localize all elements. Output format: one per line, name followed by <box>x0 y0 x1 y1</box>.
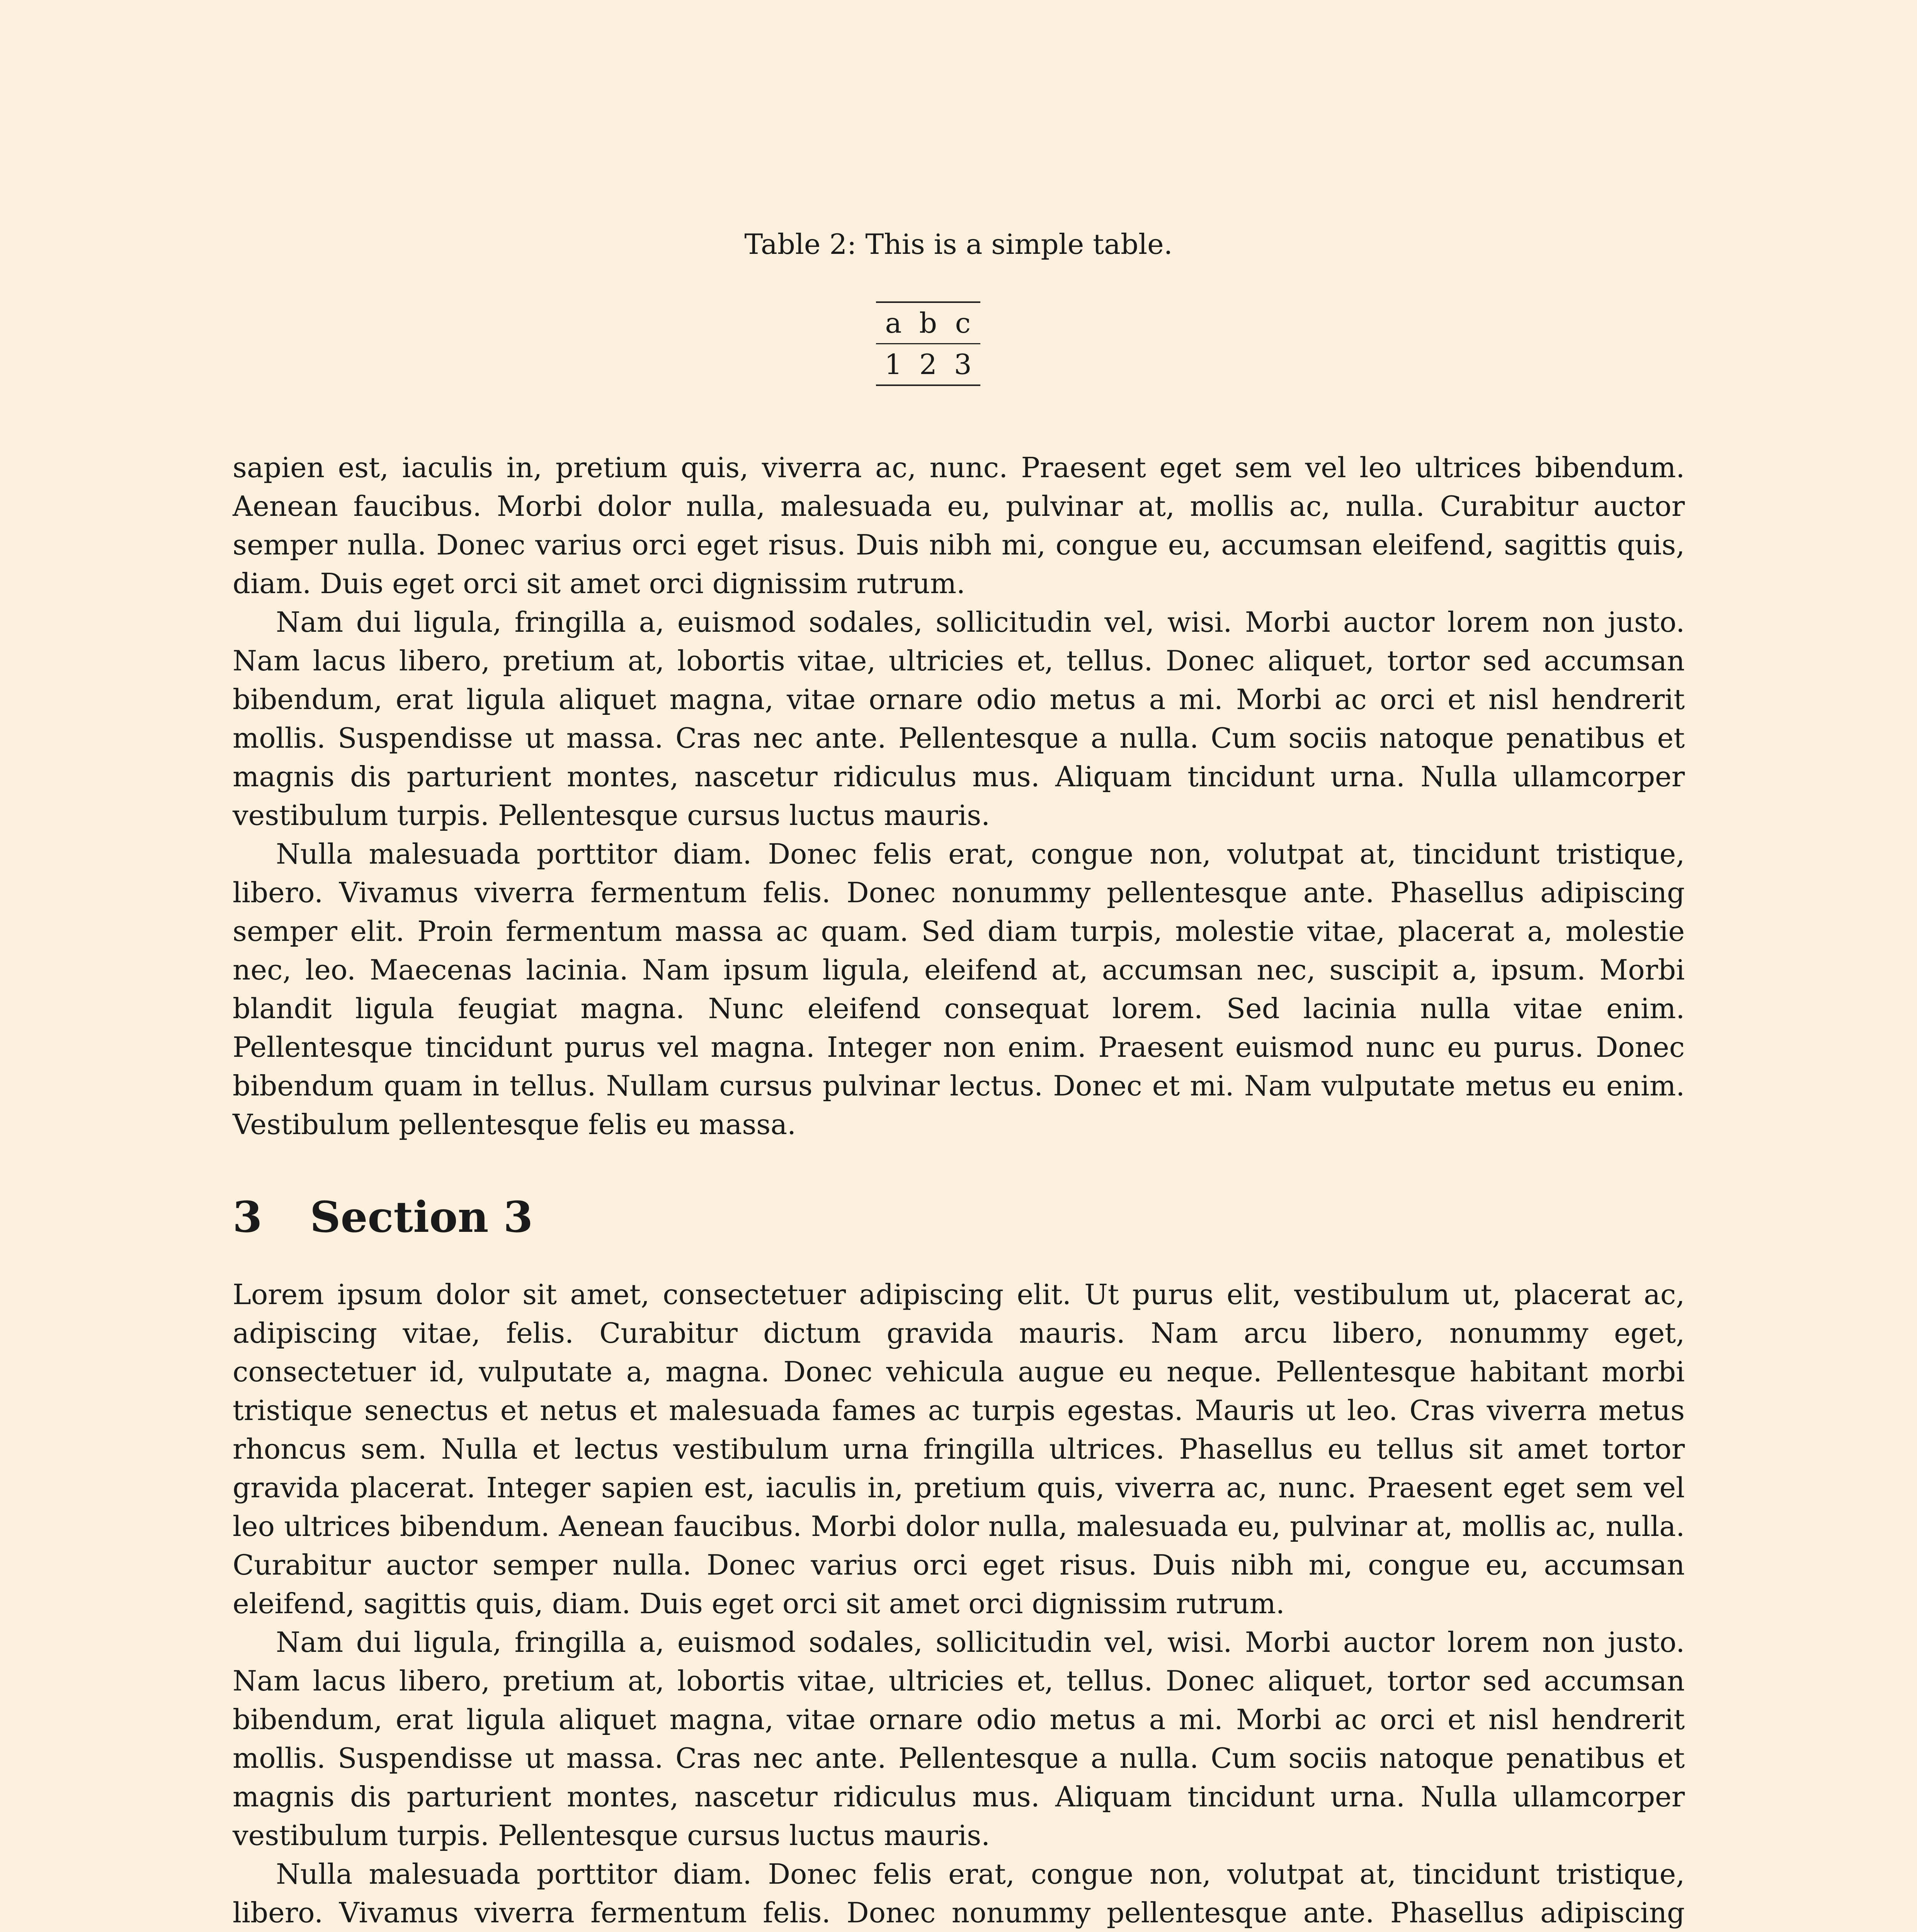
paragraph: Nulla malesuada porttitor diam. Donec felis erat, congue non, volutpat at, tincidunt tristique, libero. Vivamus viverra fermentum felis. Donec nonummy pellentesque ante. Phasellus adipiscing semper elit. Proin fermentum massa ac quam. Sed diam turpis, molestie vitae, placerat a, molestie nec, leo. Maecenas lacinia. Nam ipsum ligula, eleifend at, accumsan nec, suscipit a, ipsum. Morbi blandit ligula feugiat magna. Nunc eleifend consequat lorem. Sed lacinia nulla vitae enim. Pellentesque tincidunt purus vel magna. Integer non enim. Praesent euismod nunc eu purus. Donec bibendum quam in tellus. Nullam cursus pulvinar lectus. Donec et mi. Nam vulputate metus eu enim. Vestibulum pellentesque felis eu massa. <box>233 838 1685 1141</box>
paragraph: Nam dui ligula, fringilla a, euismod sodales, sollicitudin vel, wisi. Morbi auctor lorem non justo. Nam lacus libero, pretium at, lobortis vitae, ultricies et, tellus. Donec aliquet, tortor sed accumsan bibendum, erat ligula aliquet magna, vitae ornare odio metus a mi. Morbi ac orci et nisl hendrerit mollis. Suspendisse ut massa. Cras nec ante. Pellentesque a nulla. Cum sociis natoque penatibus et magnis dis parturient montes, nascetur ridiculus mus. Aliquam tincidunt urna. Nulla ullamcorper vestibulum turpis. Pellentesque cursus luctus mauris. <box>233 606 1685 832</box>
table-header-cell: c <box>955 307 971 339</box>
section-title: Section 3 <box>310 1192 533 1242</box>
table-header-cell: b <box>919 307 937 339</box>
section-heading <box>233 1192 533 1242</box>
table-cell: 2 <box>919 348 937 381</box>
table-row <box>876 344 980 386</box>
table-caption: Table 2: This is a simple table. <box>744 228 1173 260</box>
body-text-section <box>233 1275 1685 1932</box>
simple-table <box>876 301 980 386</box>
paragraph: sapien est, iaculis in, pretium quis, viverra ac, nunc. Praesent eget sem vel leo ultrices bibendum. Aenean faucibus. Morbi dolor nulla, malesuada eu, pulvinar at, mollis ac, nulla. Curabitur auctor semper nulla. Donec varius orci eget risus. Duis nibh mi, congue eu, accumsan eleifend, sagittis quis, diam. Duis eget orci sit amet orci dignissim rutrum. <box>233 451 1685 600</box>
paragraph: Lorem ipsum dolor sit amet, consectetuer adipiscing elit. Ut purus elit, vestibulum ut, placerat ac, adipiscing vitae, felis. Curabitur dictum gravida mauris. Nam arcu libero, nonummy eget, consectetuer id, vulputate a, magna. Donec vehicula augue eu neque. Pellentesque habitant morbi tristique senectus et netus et malesuada fames ac turpis egestas. Mauris ut leo. Cras viverra metus rhoncus sem. Nulla et lectus vestibulum urna fringilla ultrices. Phasellus eu tellus sit amet tortor gravida placerat. Integer sapien est, iaculis in, pretium quis, viverra ac, nunc. Praesent eget sem vel leo ultrices bibendum. Aenean faucibus. Morbi dolor nulla, malesuada eu, pulvinar at, mollis ac, nulla. Curabitur auctor semper nulla. Donec varius orci eget risus. Duis nibh mi, congue eu, accumsan eleifend, sagittis quis, diam. Duis eget orci sit amet orci dignissim rutrum. <box>233 1278 1685 1620</box>
section-number: 3 <box>233 1192 262 1242</box>
table-cell: 3 <box>954 348 972 381</box>
table-header-row <box>876 302 980 344</box>
paragraph: Nulla malesuada porttitor diam. Donec felis erat, congue non, volutpat at, tincidunt tristique, libero. Vivamus viverra fermentum felis. Donec nonummy pellentesque ante. Phasellus adipiscing <box>233 1858 1685 1929</box>
table-cell: 1 <box>885 348 902 381</box>
paragraph: Nam dui ligula, fringilla a, euismod sodales, sollicitudin vel, wisi. Morbi auctor lorem non justo. Nam lacus libero, pretium at, lobortis vitae, ultricies et, tellus. Donec aliquet, tortor sed accumsan bibendum, erat ligula aliquet magna, vitae ornare odio metus a mi. Morbi ac orci et nisl hendrerit mollis. Suspendisse ut massa. Cras nec ante. Pellentesque a nulla. Cum sociis natoque penatibus et magnis dis parturient montes, nascetur ridiculus mus. Aliquam tincidunt urna. Nulla ullamcorper vestibulum turpis. Pellentesque cursus luctus mauris. <box>233 1626 1685 1852</box>
table-header-cell: a <box>885 307 902 339</box>
body-text-top <box>233 448 1685 1144</box>
